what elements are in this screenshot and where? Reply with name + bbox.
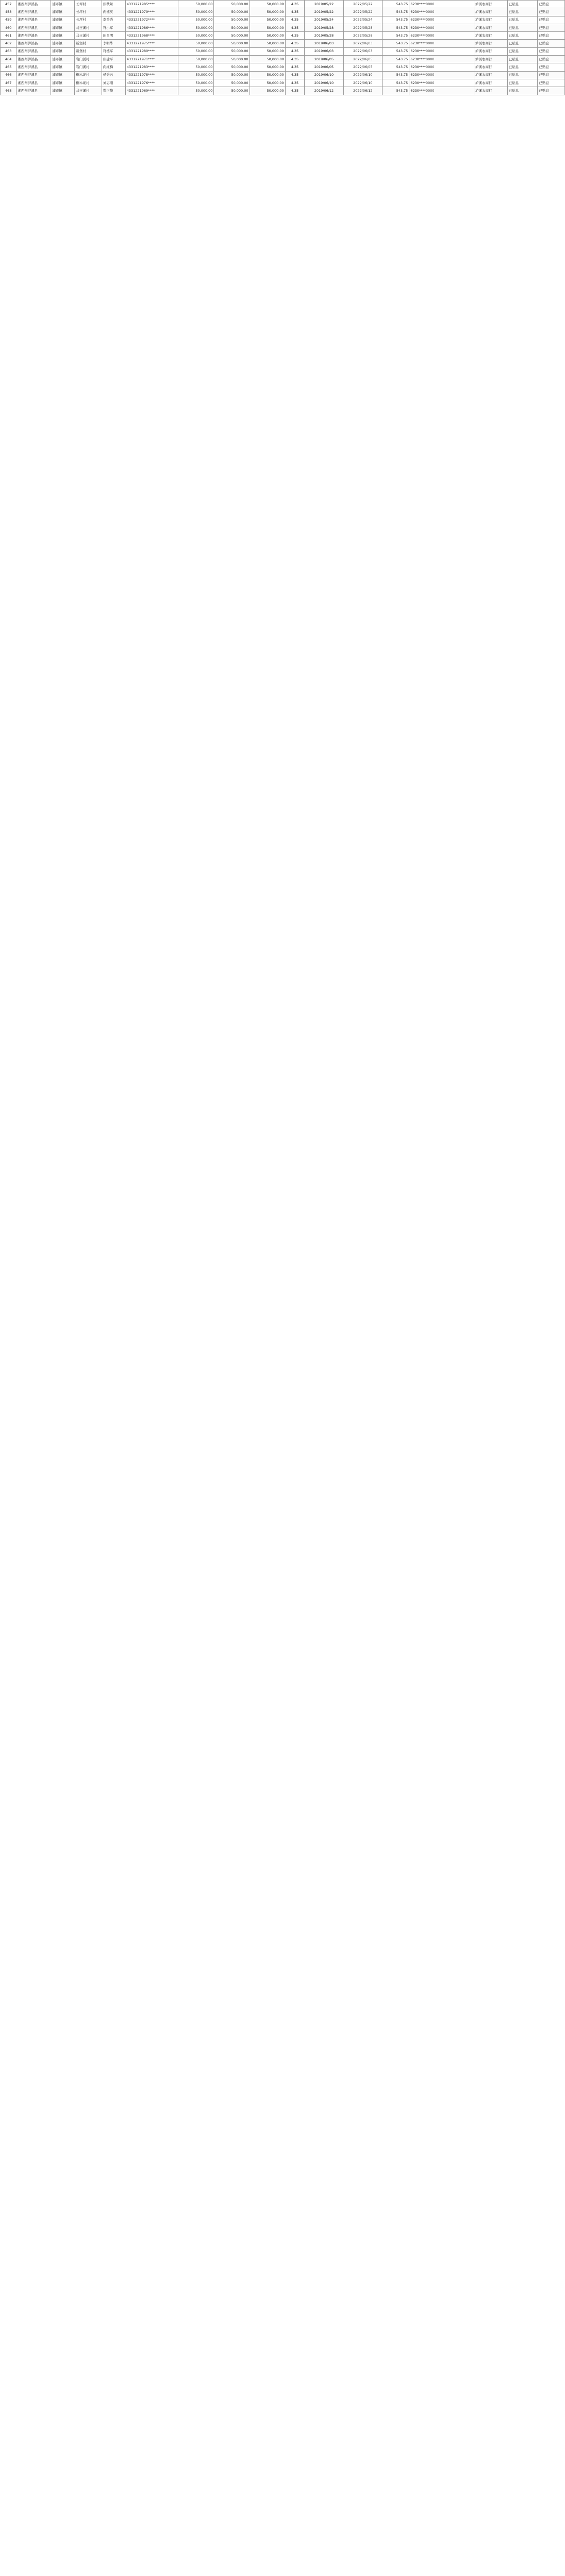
- cell-name: 符德军: [102, 47, 125, 55]
- cell-end: 2022/06/10: [343, 71, 382, 79]
- cell-town: 浦市镇: [51, 47, 75, 55]
- cell-name: 张建平: [102, 56, 125, 63]
- cell-start: 2019/06/03: [305, 40, 343, 47]
- cell-name: 向德英: [102, 8, 125, 16]
- cell-county: 湘西州泸溪县: [16, 1, 51, 8]
- table-row: [1, 40, 565, 47]
- cell-rate: 4.35: [285, 1, 305, 8]
- cell-id: 4331221968****: [125, 32, 178, 40]
- cell-village: 新堡村: [75, 40, 102, 47]
- cell-no: 459: [1, 16, 16, 24]
- cell-amount: 50,000.00: [178, 16, 214, 24]
- cell-name: 刘志刚: [102, 79, 125, 87]
- cell-county: 湘西州泸溪县: [16, 63, 51, 71]
- cell-no: 460: [1, 24, 16, 31]
- cell-interest: 543.75: [383, 79, 409, 87]
- table-row: [1, 16, 565, 24]
- cell-interest: 543.75: [383, 8, 409, 16]
- table-row: [1, 79, 565, 87]
- cell-note: 已贴息: [538, 87, 565, 95]
- table-row: [1, 32, 565, 40]
- cell-subsidy: 50,000.00: [250, 24, 285, 31]
- cell-note: 已贴息: [507, 16, 538, 24]
- cell-bank: 泸溪农商行: [474, 24, 507, 31]
- cell-account: 6230****0000: [409, 24, 474, 31]
- cell-name: 李香秀: [102, 16, 125, 24]
- cell-subsidy: 50,000.00: [214, 24, 250, 31]
- cell-town: 浦市镇: [51, 8, 75, 16]
- cell-bank: 泸溪农商行: [474, 40, 507, 47]
- cell-rate: 4.35: [285, 56, 305, 63]
- cell-rate: 4.35: [285, 32, 305, 40]
- cell-town: 浦市镇: [51, 40, 75, 47]
- cell-subsidy: 50,000.00: [250, 8, 285, 16]
- cell-subsidy: 50,000.00: [250, 63, 285, 71]
- cell-village: 桐木垅村: [75, 71, 102, 79]
- cell-no: 467: [1, 79, 16, 87]
- cell-note: 已贴息: [507, 87, 538, 95]
- cell-interest: 543.75: [383, 32, 409, 40]
- cell-town: 浦市镇: [51, 24, 75, 31]
- cell-bank: 泸溪农商行: [474, 16, 507, 24]
- cell-end: 2022/06/12: [343, 87, 382, 95]
- cell-name: 向红梅: [102, 63, 125, 71]
- cell-end: 2022/05/22: [343, 1, 382, 8]
- cell-amount: 50,000.00: [178, 40, 214, 47]
- cell-village: 长坪村: [75, 16, 102, 24]
- cell-end: 2022/05/28: [343, 24, 382, 31]
- cell-town: 浦市镇: [51, 16, 75, 24]
- cell-subsidy: 50,000.00: [214, 1, 250, 8]
- cell-village: 马王溪村: [75, 87, 102, 95]
- cell-note: 已贴息: [538, 79, 565, 87]
- cell-bank: 泸溪农商行: [474, 32, 507, 40]
- cell-id: 4331221985****: [125, 1, 178, 8]
- cell-amount: 50,000.00: [178, 8, 214, 16]
- cell-start: 2019/05/28: [305, 24, 343, 31]
- cell-interest: 543.75: [383, 1, 409, 8]
- cell-interest: 543.75: [383, 71, 409, 79]
- cell-start: 2019/06/03: [305, 47, 343, 55]
- cell-bank: 泸溪农商行: [474, 79, 507, 87]
- cell-county: 湘西州泸溪县: [16, 32, 51, 40]
- cell-start: 2019/05/22: [305, 8, 343, 16]
- cell-subsidy: 50,000.00: [250, 32, 285, 40]
- cell-subsidy: 50,000.00: [250, 1, 285, 8]
- cell-note: 已贴息: [507, 56, 538, 63]
- cell-no: 462: [1, 40, 16, 47]
- cell-bank: 泸溪农商行: [474, 87, 507, 95]
- cell-note: 已贴息: [538, 8, 565, 16]
- cell-subsidy: 50,000.00: [250, 56, 285, 63]
- cell-county: 湘西州泸溪县: [16, 24, 51, 31]
- table-row: [1, 56, 565, 63]
- cell-county: 湘西州泸溪县: [16, 47, 51, 55]
- cell-amount: 50,000.00: [178, 24, 214, 31]
- cell-id: 4331221976****: [125, 79, 178, 87]
- cell-note: 已贴息: [507, 32, 538, 40]
- cell-county: 湘西州泸溪县: [16, 56, 51, 63]
- cell-interest: 543.75: [383, 87, 409, 95]
- cell-bank: 泸溪农商行: [474, 63, 507, 71]
- cell-name: 张秋妹: [102, 1, 125, 8]
- cell-subsidy: 50,000.00: [214, 63, 250, 71]
- cell-rate: 4.35: [285, 47, 305, 55]
- cell-start: 2019/06/10: [305, 79, 343, 87]
- cell-rate: 4.35: [285, 16, 305, 24]
- cell-account: 6230****0000: [409, 79, 474, 87]
- cell-account: 6230****0000: [409, 47, 474, 55]
- table-row: [1, 87, 565, 95]
- cell-village: 马王溪村: [75, 32, 102, 40]
- cell-amount: 50,000.00: [178, 63, 214, 71]
- cell-no: 458: [1, 8, 16, 16]
- cell-name: 杨秀云: [102, 71, 125, 79]
- table-row: [1, 71, 565, 79]
- cell-id: 4331221979****: [125, 8, 178, 16]
- cell-no: 468: [1, 87, 16, 95]
- cell-start: 2019/06/05: [305, 56, 343, 63]
- cell-rate: 4.35: [285, 24, 305, 31]
- cell-subsidy: 50,000.00: [214, 32, 250, 40]
- cell-end: 2022/05/28: [343, 32, 382, 40]
- cell-name: 瞿正华: [102, 87, 125, 95]
- cell-note: 已贴息: [507, 47, 538, 55]
- cell-id: 4331221986****: [125, 24, 178, 31]
- cell-start: 2019/06/10: [305, 71, 343, 79]
- cell-id: 4331221980****: [125, 47, 178, 55]
- cell-no: 466: [1, 71, 16, 79]
- cell-amount: 50,000.00: [178, 1, 214, 8]
- cell-id: 4331221975****: [125, 40, 178, 47]
- cell-rate: 4.35: [285, 40, 305, 47]
- cell-account: 6230****0000: [409, 8, 474, 16]
- cell-town: 浦市镇: [51, 71, 75, 79]
- cell-village: 长坪村: [75, 8, 102, 16]
- cell-village: 马王溪村: [75, 24, 102, 31]
- cell-amount: 50,000.00: [178, 32, 214, 40]
- cell-county: 湘西州泸溪县: [16, 79, 51, 87]
- cell-id: 4331221971****: [125, 56, 178, 63]
- cell-subsidy: 50,000.00: [250, 47, 285, 55]
- cell-village: 桐木垅村: [75, 79, 102, 87]
- loan-table: [0, 0, 565, 95]
- table-row: [1, 63, 565, 71]
- table-row: [1, 47, 565, 55]
- cell-interest: 543.75: [383, 24, 409, 31]
- cell-id: 4331221969****: [125, 87, 178, 95]
- cell-rate: 4.35: [285, 63, 305, 71]
- cell-end: 2022/06/05: [343, 56, 382, 63]
- cell-start: 2019/05/28: [305, 32, 343, 40]
- cell-amount: 50,000.00: [178, 71, 214, 79]
- cell-no: 461: [1, 32, 16, 40]
- cell-note: 已贴息: [538, 40, 565, 47]
- cell-note: 已贴息: [538, 71, 565, 79]
- cell-bank: 泸溪农商行: [474, 71, 507, 79]
- cell-note: 已贴息: [507, 8, 538, 16]
- cell-county: 湘西州泸溪县: [16, 87, 51, 95]
- cell-id: 4331221978****: [125, 71, 178, 79]
- cell-interest: 543.75: [383, 56, 409, 63]
- cell-end: 2022/06/10: [343, 79, 382, 87]
- cell-interest: 543.75: [383, 47, 409, 55]
- cell-bank: 泸溪农商行: [474, 1, 507, 8]
- cell-start: 2019/06/05: [305, 63, 343, 71]
- cell-bank: 泸溪农商行: [474, 56, 507, 63]
- cell-subsidy: 50,000.00: [214, 56, 250, 63]
- cell-subsidy: 50,000.00: [250, 79, 285, 87]
- cell-town: 浦市镇: [51, 79, 75, 87]
- cell-note: 已贴息: [507, 79, 538, 87]
- cell-subsidy: 50,000.00: [214, 87, 250, 95]
- cell-county: 湘西州泸溪县: [16, 8, 51, 16]
- cell-start: 2019/05/22: [305, 1, 343, 8]
- cell-county: 湘西州泸溪县: [16, 40, 51, 47]
- cell-end: 2022/05/22: [343, 8, 382, 16]
- cell-subsidy: 50,000.00: [214, 71, 250, 79]
- cell-subsidy: 50,000.00: [214, 79, 250, 87]
- cell-amount: 50,000.00: [178, 47, 214, 55]
- cell-name: 田昌明: [102, 32, 125, 40]
- cell-subsidy: 50,000.00: [214, 8, 250, 16]
- cell-bank: 泸溪农商行: [474, 8, 507, 16]
- cell-rate: 4.35: [285, 79, 305, 87]
- cell-note: 已贴息: [538, 47, 565, 55]
- cell-amount: 50,000.00: [178, 87, 214, 95]
- cell-amount: 50,000.00: [178, 56, 214, 63]
- cell-no: 464: [1, 56, 16, 63]
- table-body: [1, 1, 565, 95]
- cell-county: 湘西州泸溪县: [16, 71, 51, 79]
- table-row: [1, 24, 565, 31]
- cell-start: 2019/06/12: [305, 87, 343, 95]
- cell-end: 2022/06/03: [343, 40, 382, 47]
- cell-rate: 4.35: [285, 87, 305, 95]
- cell-no: 465: [1, 63, 16, 71]
- cell-note: 已贴息: [538, 56, 565, 63]
- cell-subsidy: 50,000.00: [214, 40, 250, 47]
- cell-village: 长坪村: [75, 1, 102, 8]
- cell-account: 6230****0000: [409, 63, 474, 71]
- cell-rate: 4.35: [285, 8, 305, 16]
- cell-interest: 543.75: [383, 40, 409, 47]
- cell-county: 湘西州泸溪县: [16, 16, 51, 24]
- cell-note: 已贴息: [507, 24, 538, 31]
- table-row: [1, 8, 565, 16]
- cell-town: 浦市镇: [51, 32, 75, 40]
- table-row: [1, 1, 565, 8]
- cell-subsidy: 50,000.00: [250, 40, 285, 47]
- cell-account: 6230****0000: [409, 1, 474, 8]
- cell-account: 6230****0000: [409, 56, 474, 63]
- cell-start: 2019/05/24: [305, 16, 343, 24]
- cell-village: 岩门溪村: [75, 56, 102, 63]
- cell-note: 已贴息: [507, 40, 538, 47]
- cell-interest: 543.75: [383, 63, 409, 71]
- cell-account: 6230****0000: [409, 71, 474, 79]
- cell-account: 6230****0000: [409, 16, 474, 24]
- cell-town: 浦市镇: [51, 56, 75, 63]
- cell-id: 4331221972****: [125, 16, 178, 24]
- cell-subsidy: 50,000.00: [250, 16, 285, 24]
- cell-no: 457: [1, 1, 16, 8]
- cell-note: 已贴息: [538, 24, 565, 31]
- cell-end: 2022/06/03: [343, 47, 382, 55]
- cell-note: 已贴息: [538, 16, 565, 24]
- cell-account: 6230****0000: [409, 40, 474, 47]
- cell-end: 2022/06/05: [343, 63, 382, 71]
- cell-note: 已贴息: [507, 1, 538, 8]
- cell-town: 浦市镇: [51, 1, 75, 8]
- cell-subsidy: 50,000.00: [214, 47, 250, 55]
- cell-account: 6230****0000: [409, 87, 474, 95]
- cell-note: 已贴息: [507, 63, 538, 71]
- cell-subsidy: 50,000.00: [250, 87, 285, 95]
- cell-account: 6230****0000: [409, 32, 474, 40]
- cell-note: 已贴息: [538, 63, 565, 71]
- cell-name: 李明华: [102, 40, 125, 47]
- cell-note: 已贴息: [538, 1, 565, 8]
- cell-village: 新堡村: [75, 47, 102, 55]
- cell-interest: 543.75: [383, 16, 409, 24]
- cell-subsidy: 50,000.00: [214, 16, 250, 24]
- cell-amount: 50,000.00: [178, 79, 214, 87]
- cell-subsidy: 50,000.00: [250, 71, 285, 79]
- cell-village: 岩门溪村: [75, 63, 102, 71]
- cell-end: 2022/05/24: [343, 16, 382, 24]
- cell-name: 符小军: [102, 24, 125, 31]
- cell-bank: 泸溪农商行: [474, 47, 507, 55]
- cell-rate: 4.35: [285, 71, 305, 79]
- cell-no: 463: [1, 47, 16, 55]
- cell-note: 已贴息: [538, 32, 565, 40]
- cell-note: 已贴息: [507, 71, 538, 79]
- cell-town: 浦市镇: [51, 63, 75, 71]
- cell-town: 浦市镇: [51, 87, 75, 95]
- cell-id: 4331221983****: [125, 63, 178, 71]
